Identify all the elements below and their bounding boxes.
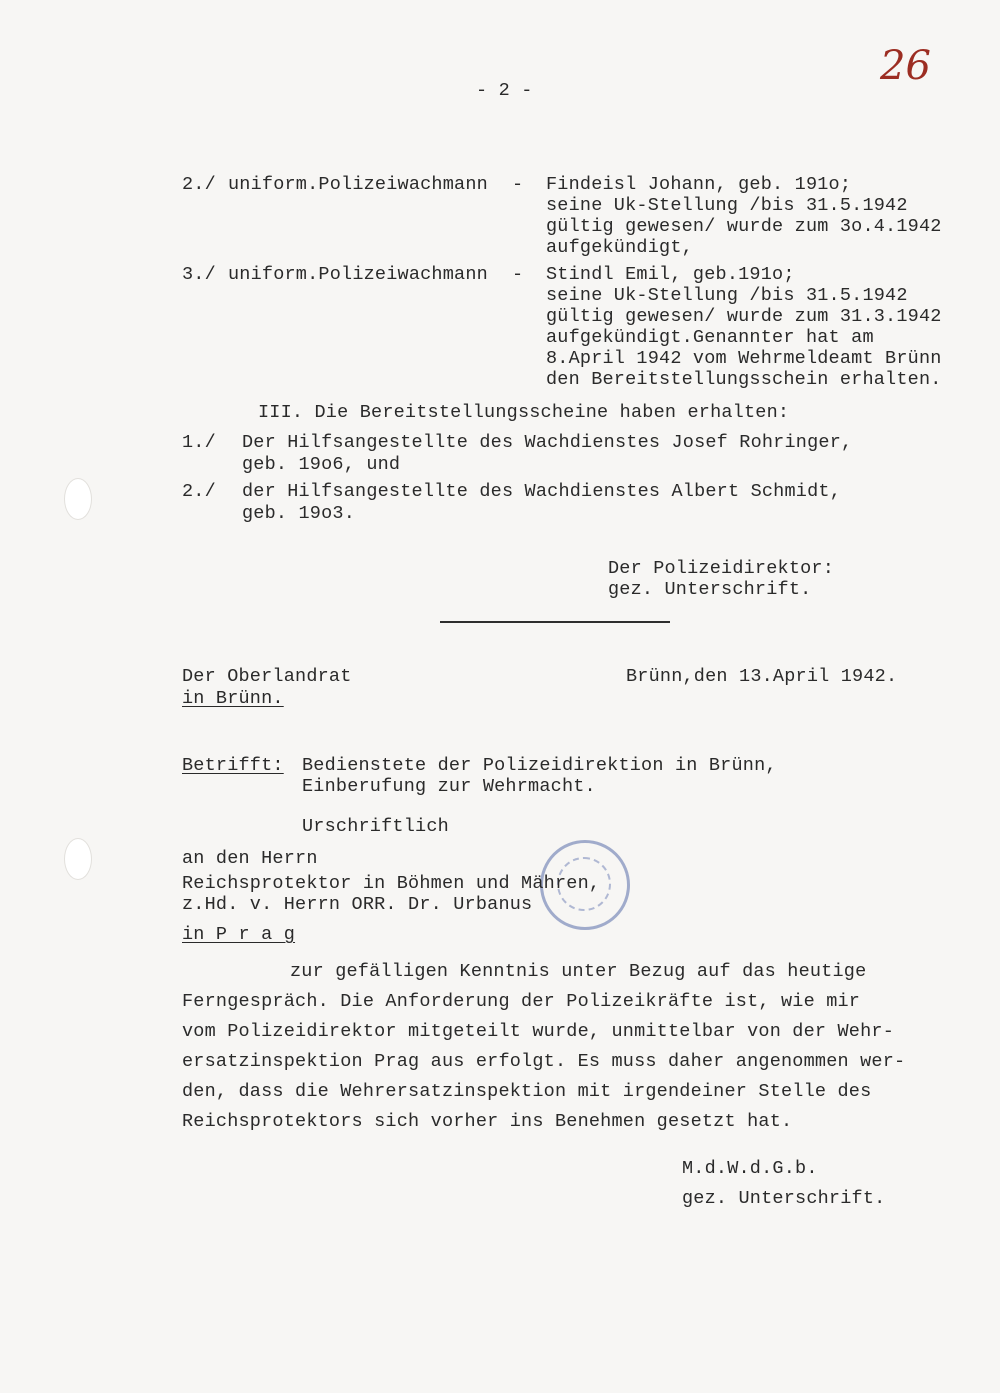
body-line: den, dass die Wehrersatzinspektion mit irgendeiner Stelle des [182,1081,872,1102]
item-dash: - [512,264,524,285]
closing-signature: gez. Unterschrift. [682,1188,886,1209]
item-rank: uniform.Polizeiwachmann [228,174,488,195]
divider-rule [440,621,670,623]
body-line: Ferngespräch. Die Anforderung der Polizeikräfte ist, wie mir [182,991,861,1012]
closing-line: M.d.W.d.G.b. [682,1158,818,1179]
page-number: - 2 - [476,80,533,101]
item-line: aufgekündigt, [546,237,693,258]
list-item-line: geb. 19o6, und [242,454,401,475]
item-rank: uniform.Polizeiwachmann [228,264,488,285]
subject-line: Einberufung zur Wehrmacht. [302,776,596,797]
item-line: Findeisl Johann, geb. 191o; [546,174,852,195]
signature-note: gez. Unterschrift. [608,579,812,600]
recipient-line: Reichsprotektor in Böhmen und Mähren, [182,873,601,894]
list-item-line: Der Hilfsangestellte des Wachdienstes Josef Rohringer, [242,432,853,453]
list-item-number: 1./ [182,432,216,453]
body-line: zur gefälligen Kenntnis unter Bezug auf das heutige [290,961,867,982]
item-line: den Bereitstellungsschein erhalten. [546,369,942,390]
item-line: Stindl Emil, geb.191o; [546,264,795,285]
sender-city: in Brünn. [182,688,284,709]
body-line: Reichsprotektors sich vorher ins Benehmen gesetzt hat. [182,1111,793,1132]
item-dash: - [512,174,524,195]
item-line: gültig gewesen/ wurde zum 31.3.1942 [546,306,942,327]
item-number: 3./ [182,264,216,285]
sender-line: Der Oberlandrat [182,666,352,687]
item-line: gültig gewesen/ wurde zum 3o.4.1942 [546,216,942,237]
place-date: Brünn,den 13.April 1942. [626,666,898,687]
handwritten-page-number: 26 [880,43,931,89]
item-line: seine Uk-Stellung /bis 31.5.1942 [546,195,908,216]
body-line: vom Polizeidirektor mitgeteilt wurde, unmittelbar von der Wehr- [182,1021,895,1042]
list-item-line: der Hilfsangestellte des Wachdienstes Albert Schmidt, [242,481,841,502]
item-line: seine Uk-Stellung /bis 31.5.1942 [546,285,908,306]
subject-label: Betrifft: [182,755,284,776]
recipient-line: z.Hd. v. Herrn ORR. Dr. Urbanus [182,894,533,915]
recipient-city: in P r a g [182,924,296,945]
signature-title: Der Polizeidirektor: [608,558,835,579]
urschriftlich: Urschriftlich [302,816,449,837]
section-heading: III. Die Bereitstellungsscheine haben erhalten: [258,402,790,423]
list-item-line: geb. 19o3. [242,503,356,524]
item-line: aufgekündigt.Genannter hat am [546,327,874,348]
item-number: 2./ [182,174,216,195]
list-item-number: 2./ [182,481,216,502]
punch-hole [64,838,92,880]
an-den-herrn: an den Herrn [182,848,318,869]
subject-line: Bedienstete der Polizeidirektion in Brünn, [302,755,777,776]
item-line: 8.April 1942 vom Wehrmeldeamt Brünn [546,348,942,369]
punch-hole [64,478,92,520]
body-line: ersatzinspektion Prag aus erfolgt. Es muss daher angenommen wer- [182,1051,906,1072]
